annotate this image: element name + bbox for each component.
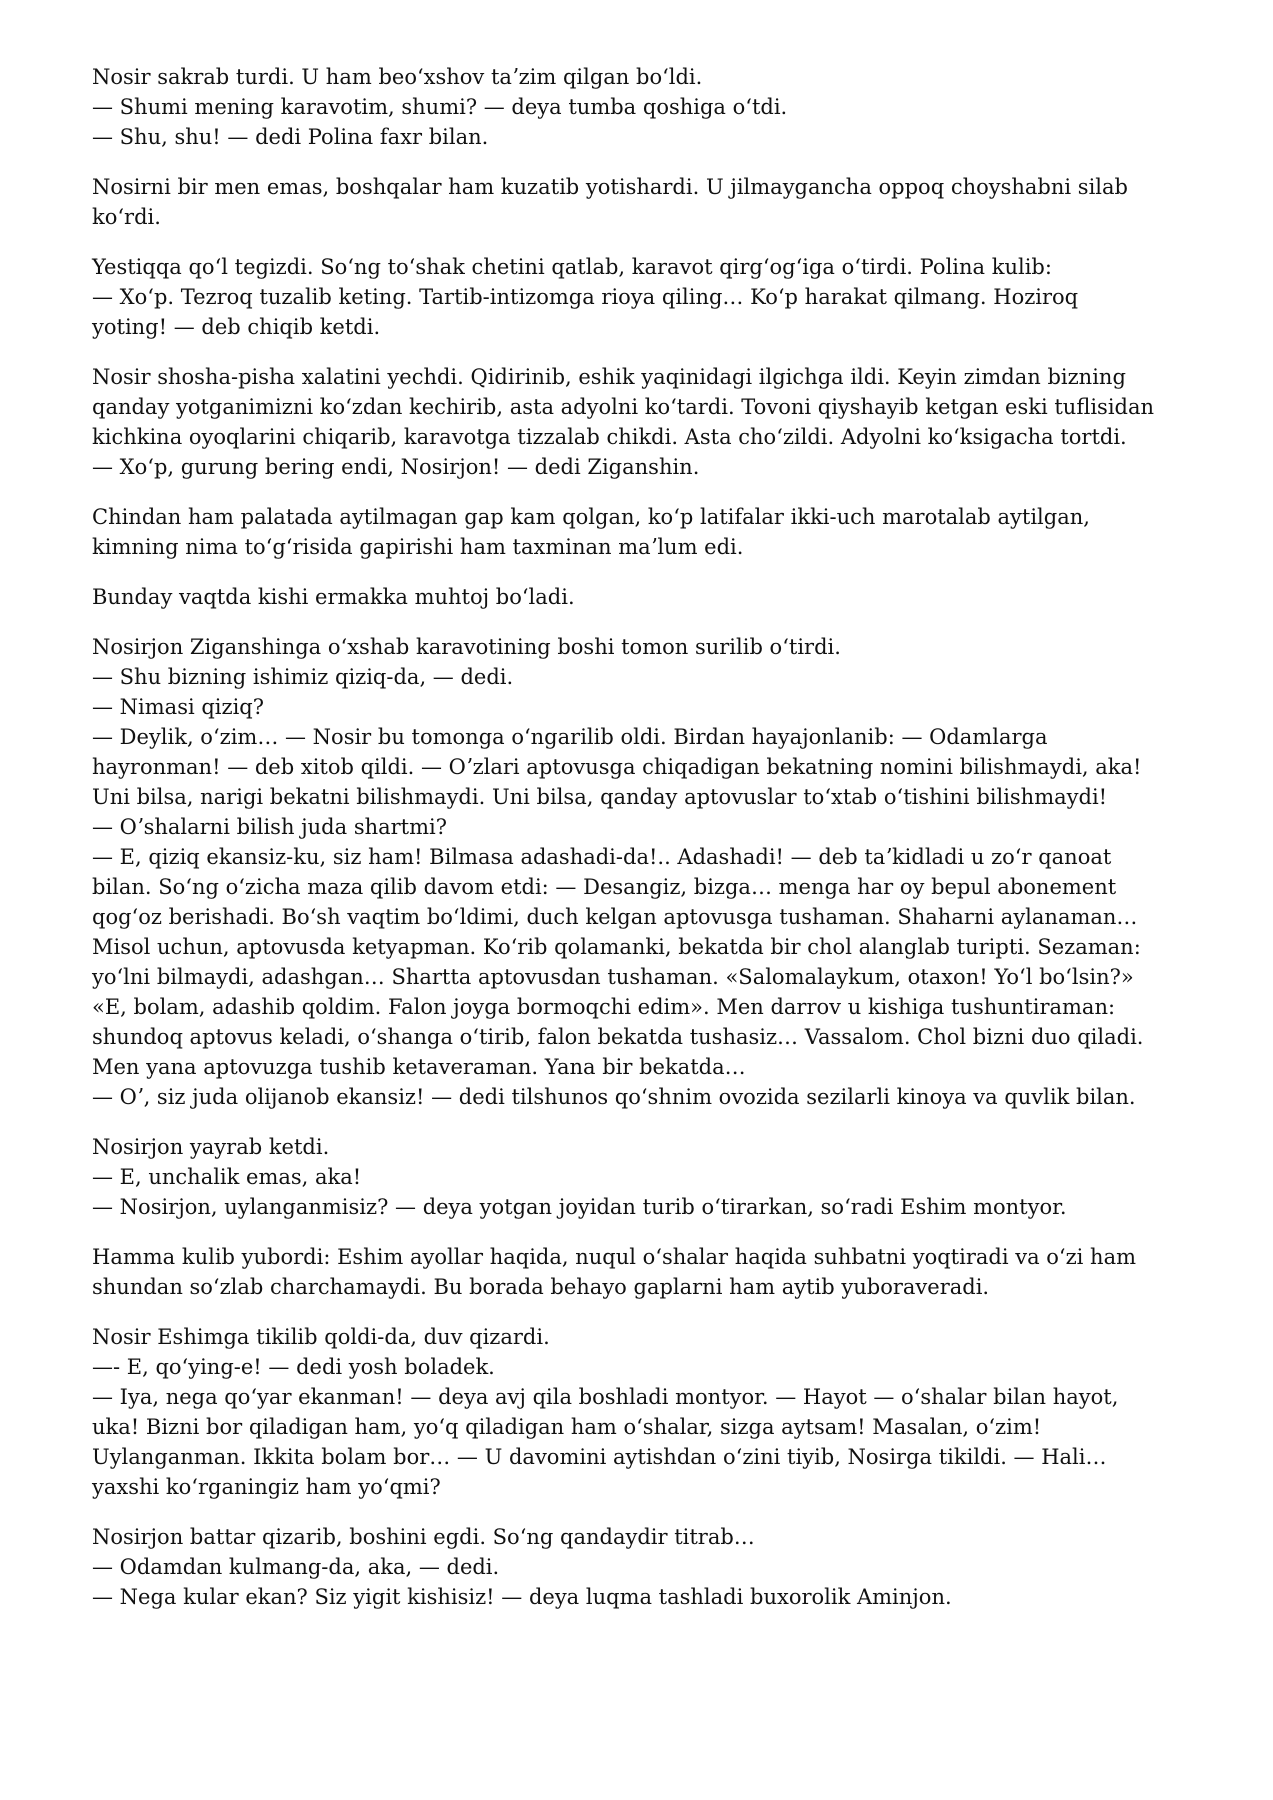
text-line: — Odamdan kulmang-da, aka, — dedi. (92, 1555, 500, 1579)
text-line: Nosirjon battar qizarib, boshini egdi. Soʻng qandaydir titrab… (92, 1525, 755, 1549)
text-line: — Nimasi qiziq? (92, 695, 265, 719)
text-line: shundan soʻzlab charchamaydi. Bu borada behayo gaplarni ham aytib yuboraveradi. (92, 1275, 990, 1299)
text-line: — Xoʻp, gurung bering endi, Nosirjon! — dedi Ziganshin. (92, 455, 700, 479)
paragraph (92, 1522, 1202, 1612)
text-line: Hamma kulib yubordi: Eshim ayollar haqida, nuqul oʻshalar haqida suhbatni yoqtiradi va oʻzi ham (92, 1245, 1137, 1269)
text-line: Nosir Eshimga tikilib qoldi-da, duv qizardi. (92, 1325, 550, 1349)
text-line: Nosirjon yayrab ketdi. (92, 1135, 330, 1159)
text-line: — E, unchalik emas, aka! (92, 1165, 362, 1189)
text-line: — Nosirjon, uylanganmisiz? — deya yotgan joyidan turib oʻtirarkan, soʻradi Eshim montyor. (92, 1195, 1067, 1219)
text-line: Nosir shosha-pisha xalatini yechdi. Qidirinib, eshik yaqinidagi ilgichga ildi. Keyin zimdan bizning (92, 365, 1126, 389)
text-line: qogʻoz berishadi. Boʻsh vaqtim boʻldimi, duch kelgan aptovusga tushaman. Shaharni aylanaman… (92, 905, 1138, 929)
paragraph (92, 1322, 1202, 1502)
text-line: yaxshi koʻrganingiz ham yoʻqmi? (92, 1475, 441, 1499)
text-line: Men yana aptovuzga tushib ketaveraman. Yana bir bekatda… (92, 1055, 746, 1079)
text-line: koʻrdi. (92, 205, 161, 229)
text-line: — E, qiziq ekansiz-ku, siz ham! Bilmasa adashadi-da!.. Adashadi! — deb taʼkidladi u zoʻr qanoat (92, 845, 1112, 869)
text-line: — Shu bizning ishimiz qiziq-da, — dedi. (92, 665, 514, 689)
text-line: hayronman! — deb xitob qildi. — Oʼzlari aptovusga chiqadigan bekatning nomini bilishmaydi, aka! (92, 755, 1142, 779)
text-line: — Nega kular ekan? Siz yigit kishisiz! — deya luqma tashladi buxorolik Aminjon. (92, 1585, 952, 1609)
text-line: kichkina oyoqlarini chiqarib, karavotga tizzalab chikdi. Asta choʻzildi. Adyolni koʻksigacha tortdi. (92, 425, 1127, 449)
text-line: Bunday vaqtda kishi ermakka muhtoj boʻladi. (92, 585, 575, 609)
paragraph (92, 62, 1202, 152)
paragraph (92, 1132, 1202, 1222)
text-line: Yestiqqa qoʻl tegizdi. Soʻng toʻshak chetini qatlab, karavot qirgʻogʻiga oʻtirdi. Polina kulib: (92, 255, 1052, 279)
paragraph (92, 362, 1202, 482)
text-line: — Shu, shu! — dedi Polina faxr bilan. (92, 125, 489, 149)
document-page (92, 62, 1202, 1632)
text-line: yoting! — deb chiqib ketdi. (92, 315, 381, 339)
text-line: Uylanganman. Ikkita bolam bor… — U davomini aytishdan oʻzini tiyib, Nosirga tikildi. — Hali… (92, 1445, 1107, 1469)
text-line: Nosirjon Ziganshinga oʻxshab karavotining boshi tomon surilib oʻtirdi. (92, 635, 841, 659)
paragraph (92, 252, 1202, 342)
text-line: Uni bilsa, narigi bekatni bilishmaydi. Uni bilsa, qanday aptovuslar toʻxtab oʻtishini bilishmaydi! (92, 785, 1108, 809)
text-line: yoʻlni bilmaydi, adashgan… Shartta aptovusdan tushaman. «Salomalaykum, otaxon! Yoʻl boʻlsin?» (92, 965, 1134, 989)
paragraph (92, 502, 1202, 562)
text-line: — Oʼ, siz juda olijanob ekansiz! — dedi tilshunos qoʻshnim ovozida sezilarli kinoya va quvlik bilan. (92, 1085, 1136, 1109)
text-line: Nosirni bir men emas, boshqalar ham kuzatib yotishardi. U jilmayganchа oppoq choyshabni silab (92, 175, 1128, 199)
text-line: —- E, qoʻying-e! — dedi yosh boladek. (92, 1355, 495, 1379)
text-line: uka! Bizni bor qiladigan ham, yoʻq qiladigan ham oʻshalar, sizga aytsam! Masalan, oʻzim! (92, 1415, 1042, 1439)
text-line: bilan. Soʻng oʻzicha maza qilib davom etdi: — Desangiz, bizga… menga har oy bepul abonement (92, 875, 1117, 899)
text-line: — Deylik, oʻzim… — Nosir bu tomonga oʻngarilib oldi. Birdan hayajonlanib: — Odamlarga (92, 725, 1048, 749)
text-line: Nosir sakrab turdi. U ham beoʻxshov taʼzim qilgan boʻldi. (92, 65, 703, 89)
text-line: — Iya, nega qoʻyar ekanman! — deya avj qila boshladi montyor. — Hayot — oʻshalar bilan hayot, (92, 1385, 1119, 1409)
paragraph (92, 582, 1202, 612)
text-line: qanday yotganimizni koʻzdan kechirib, asta adyolni koʻtardi. Tovoni qiyshayib ketgan eski tuflisidan (92, 395, 1155, 419)
text-line: — Xoʻp. Tezroq tuzalib keting. Tartib-intizomga rioya qiling… Koʻp harakat qilmang. Hoziroq (92, 285, 1079, 309)
text-line: Misol uchun, aptovusda ketyapman. Koʻrib qolamanki, bekatda bir chol alanglab turipti. Sezaman: (92, 935, 1141, 959)
paragraph (92, 1242, 1202, 1302)
text-line: Chindan ham palatada aytilmagan gap kam qolgan, koʻp latifalar ikki-uch marotalab aytilgan, (92, 505, 1090, 529)
text-line: — Oʼshalarni bilish juda shartmi? (92, 815, 448, 839)
text-line: kimning nima toʻgʻrisida gapirishi ham taxminan maʼlum edi. (92, 535, 744, 559)
paragraph (92, 172, 1202, 232)
paragraph (92, 632, 1202, 1112)
text-line: — Shumi mening karavotim, shumi? — deya tumba qoshiga oʻtdi. (92, 95, 788, 119)
text-line: shundoq aptovus keladi, oʻshanga oʻtirib, falon bekatda tushasiz… Vassalom. Chol bizni duo qiladi. (92, 1025, 1144, 1049)
text-line: «E, bolam, adashib qoldim. Falon joyga bormoqchi edim». Men darrov u kishiga tushuntiraman: (92, 995, 1116, 1019)
